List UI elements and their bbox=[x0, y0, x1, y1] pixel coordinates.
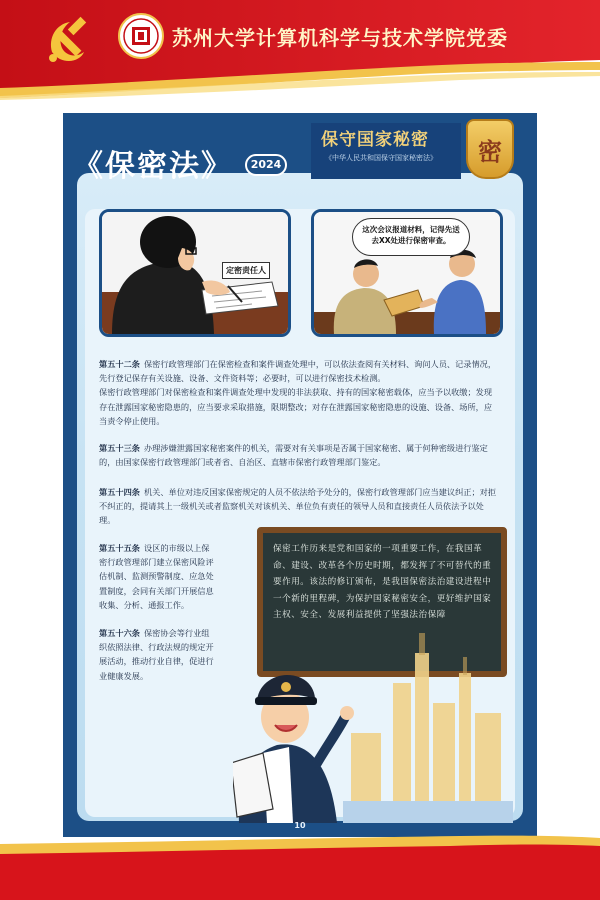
year-badge: 2024 bbox=[245, 154, 287, 176]
article-53-text: 办理涉嫌泄露国家秘密案件的机关，需要对有关事项是否属于国家秘密、属于何种密级进行鉴定的，由国家保密行政管理部门或者省、自治区、直辖市保密行政管理部门鉴定。 bbox=[99, 443, 488, 468]
law-title: 《保密法》 bbox=[73, 149, 233, 184]
article-55 bbox=[99, 541, 215, 612]
article-55-text: 设区的市级以上保密行政管理部门建立保密风险评估机制、监测预警制度、应急处置制度，会同有关部门开展信息收集、分析、通报工作。 bbox=[99, 543, 214, 610]
article-56 bbox=[99, 626, 215, 683]
article-56-text: 保密协会等行业组织依照法律、行政法规的规定开展活动，推动行业自律，促进行业健康发展。 bbox=[99, 628, 214, 681]
article-53-number: 第五十三条 bbox=[99, 443, 140, 453]
article-52-text: 保密行政管理部门在保密检查和案件调查处理中，可以依法查阅有关材料、询问人员、记录情况，先行登记保存有关设施、设备、文件资料等；必要时，可以进行保密技术检测。 bbox=[99, 359, 497, 384]
header-title: 苏州大学计算机科学与技术学院党委 bbox=[172, 26, 508, 50]
footer-band-graphic bbox=[0, 820, 600, 900]
responsible-person-tag: 定密责任人 bbox=[222, 262, 270, 279]
article-54-text: 机关、单位对违反国家保密规定的人员不依法给予处分的，保密行政管理部门应当建议纠正；对拒不纠正的，提请其上一级机关或者监察机关对该机关、单位负有责任的领导人员和直接责任人员依法予以处理。 bbox=[99, 487, 497, 526]
header-band bbox=[0, 0, 600, 100]
article-53 bbox=[99, 441, 499, 469]
blackboard-text: 保密工作历来是党和国家的一项重要工作，在我国革命、建设、改革各个历史时期，都发挥了不可替代的重要作用。该法的修订颁布，是我国保密法治建设进程中一个新的里程碑，为保护国家秘密安全，更好维护国家主权、安全、发展利益提供了坚强法治保障 bbox=[273, 544, 492, 620]
police-officer-illustration bbox=[233, 613, 523, 823]
poster bbox=[63, 113, 537, 837]
hammer-sickle-icon bbox=[38, 12, 98, 72]
article-52 bbox=[99, 357, 499, 428]
article-54-number: 第五十四条 bbox=[99, 487, 140, 497]
article-52-number: 第五十二条 bbox=[99, 359, 140, 369]
page-number: 10 bbox=[294, 821, 306, 830]
comic-panel-signing bbox=[99, 209, 291, 337]
secret-badge bbox=[466, 119, 514, 179]
tab-subtitle: 《中华人民共和国保守国家秘密法》 bbox=[325, 154, 437, 162]
footer-band bbox=[0, 820, 600, 900]
article-52-text-2: 保密行政管理部门对保密检查和案件调查处理中发现的非法获取、持有的国家秘密载体，应当予以收缴；发现存在泄露国家秘密隐患的，应当要求采取措施，限期整改；对存在泄露国家秘密隐患的设施、设备、场所，应当责令停止使用。 bbox=[99, 387, 493, 426]
article-55-number: 第五十五条 bbox=[99, 543, 140, 553]
secret-badge-char: 密 bbox=[478, 137, 502, 166]
article-52-body bbox=[99, 357, 499, 385]
speech-bubble: 这次会议报道材料，记得先送去XX处进行保密审查。 bbox=[352, 218, 470, 256]
article-54 bbox=[99, 485, 499, 528]
article-56-number: 第五十六条 bbox=[99, 628, 140, 638]
university-seal-icon bbox=[117, 12, 165, 60]
comic-panel-meeting bbox=[311, 209, 503, 337]
tab-title: 保守国家秘密 bbox=[321, 130, 429, 150]
